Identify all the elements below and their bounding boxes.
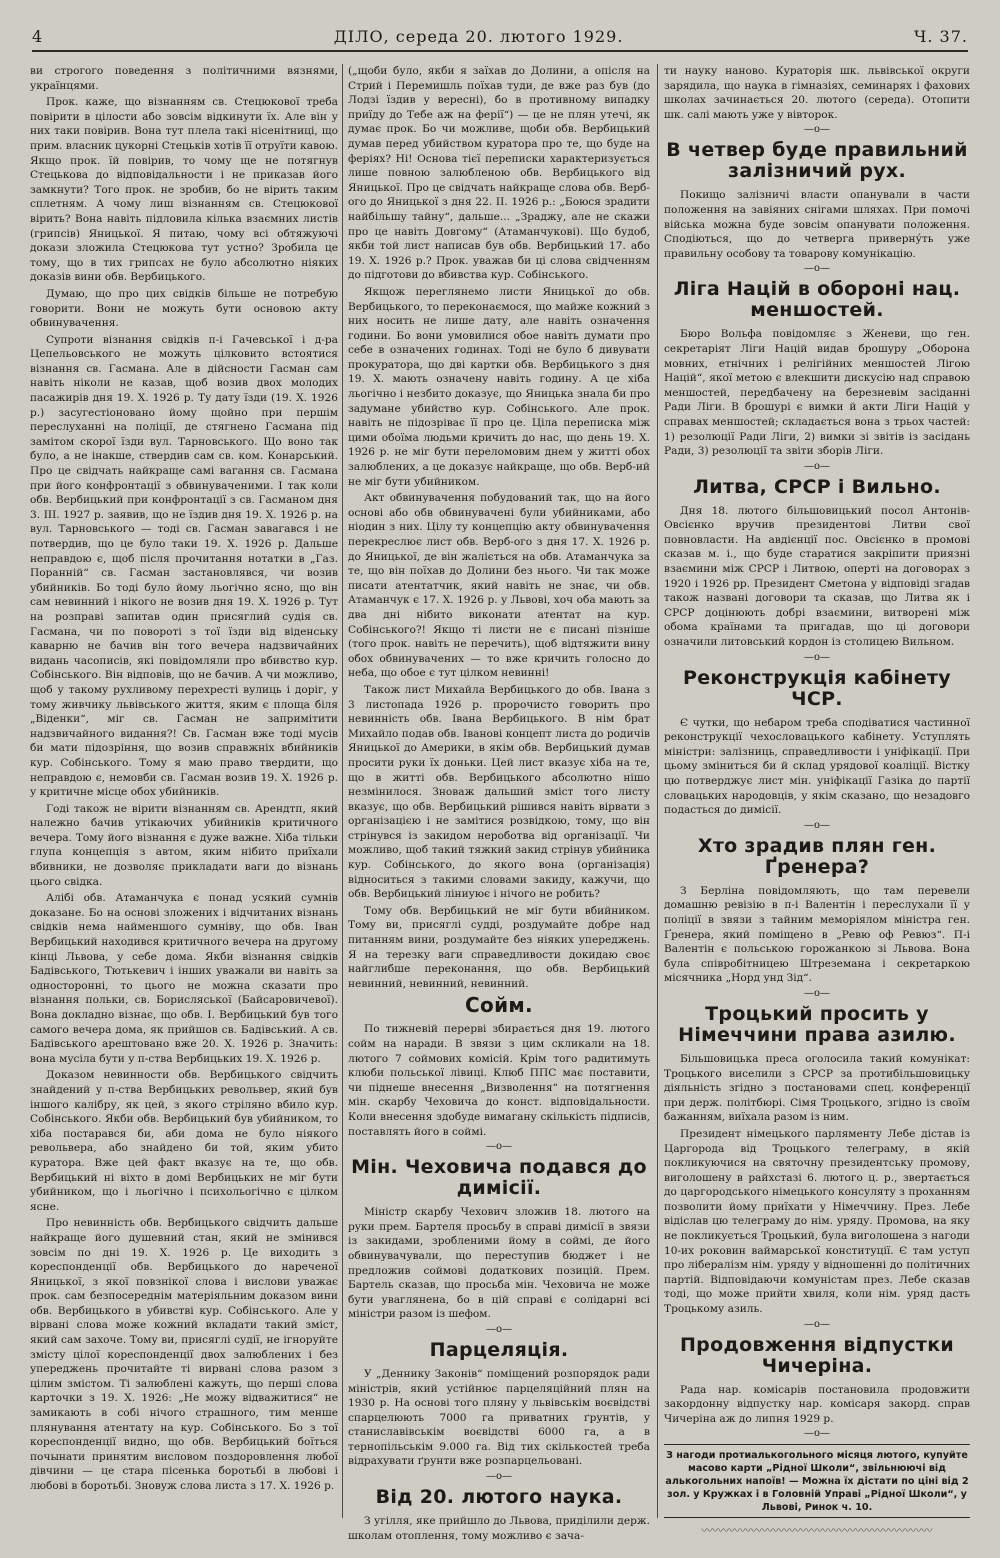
column-1 bbox=[30, 64, 338, 1528]
article-paragraph: З угілля, яке прийшло до Львова, приділили держ. школам отоплення, тому можливо є зача- bbox=[348, 1515, 650, 1542]
column-3 bbox=[664, 64, 970, 1538]
article-paragraph: Рада нар. комісарів постановила продовжити закордонну відпустку нар. комісаря закорд. справ Чичеріна аж до липня 1929 р. bbox=[664, 1383, 970, 1425]
column-2 bbox=[348, 64, 650, 1542]
newspaper-title-date: ДІЛО, середа 20. лютого 1929. bbox=[333, 27, 624, 46]
ornament-divider: —o— bbox=[803, 1318, 831, 1330]
headline-czechoslovak-cabinet: Реконструкція кабінету ЧСР. bbox=[683, 666, 951, 710]
headline-chekhovych: Мін. Чеховича подався до димісії. bbox=[351, 1156, 647, 1200]
headline-league-of-nations: Ліга Націй в обороні нац. меншостей. bbox=[673, 278, 961, 322]
article-paragraph: („щоби було, якби я заїхав до Долини, а опісля на Стрий і Перемишль поїхав туди, де вже раз був (до Лодзі їздив у вересні), бо в противному випадку приїду до Тебе аж на ферії“) — це не плян утечі, як думає прок. Бо чи можливе, щоби обв. Вербицький думав перед убийством куратора про те, що буде на феріях? Ні! Основа тієї переписки характеризується лише повною залюбленою обв. Вербицького від Яницької. Про це свідчать найкраще слова обв. Верб-ого до Яницької з дня 22. II. 1926 р.: „Боюся зрадити найбільшу тайну“, дальше... „Зраджу, але не скажи про це навіть Довгому“ (Атаманчукові). Що будоб, якби той лист написав був обв. Вербицький 17. або 19. X. 1926 р.? Прок. уважав би ці слова свідченням до підготови до вбивства кур. Собінського. bbox=[348, 65, 650, 282]
ornament-divider: —o— bbox=[485, 1471, 513, 1483]
masthead bbox=[32, 22, 968, 52]
ornament-divider: —o— bbox=[485, 1323, 513, 1335]
article-paragraph: Покищо залізничі власти опанували в части положення на завіяних снігами шляхах. При помочі війська можна буде зовсім опанувати положення. Сподіються, що до четверга приверну́ть уже правильну особову та товарову комунікацію. bbox=[664, 189, 970, 260]
article-paragraph: Бюро Вольфа повідомляє з Женеви, що ген. секретаріят Ліги Націй видав брошуру „Оборона мовних, етнічних і релігійних меншостей Лігою Націй“, якої метою є влекшити дискусію над справою меншостей, передбачену на березневім засіданні Ради Ліги. В брошурі є вимки й акти Ліги Націй у справах меншостей; складається вона з трьох частей: 1) резолюції Ради Ліги, 2) вимки зі звітів із засідань Ради, 3) резолюції та звіти зборів Ліги. bbox=[664, 328, 970, 458]
page-number: 4 bbox=[32, 27, 44, 46]
issue-number: Ч. 37. bbox=[914, 27, 968, 46]
ornament-divider: —o— bbox=[803, 651, 831, 663]
ornament-divider: —o— bbox=[803, 263, 831, 275]
ornament-divider: —o— bbox=[803, 987, 831, 999]
headline-nauka: Від 20. лютого наука. bbox=[375, 1486, 623, 1509]
column-divider bbox=[342, 64, 343, 1518]
article-paragraph: ти науку наново. Кураторія шк. львівської округи зарядила, що наука в гімназіях, семинарях і фахових школах зачинається 20. лютого (середа). Отопити шк. салі мають уже у вівторок. bbox=[664, 65, 970, 121]
article-paragraph: Дня 18. лютого більшовицький посол Антонів-Овсієнко вручив президентові Литви свої повновласти. На авдієнції пос. Овсієнко в промові сказав м. і., що буде старатися закріпити приязні взаємини між СРСР і Литвою, оперті на договорах з 1920 і 1926 рр. Президент Сметона у відповіді згадав також названі договори та сказав, що Литва як і СРСР доцінюють добрі взаємини, витворені між обома країнами та пригадав, що ці договори означили литовський кордон із столицею Вильном. bbox=[664, 504, 970, 649]
headline-partseliatsiia: Парцеляція. bbox=[429, 1338, 569, 1361]
headline-railway: В четвер буде правильний залізничий рух. bbox=[666, 139, 968, 183]
decorative-border: 〰〰〰〰〰〰〰〰〰〰〰〰〰〰〰〰〰〰〰〰〰 bbox=[701, 1524, 933, 1538]
article-paragraph: Також лист Михайла Вербицького до обв. Івана з 3 листопада 1926 р. пророчисто говорить про невинність обв. Івана Вербицького. В нім брат Михайло подав обв. Іванові концепт листа до родичів Яницької до Америки, в якім обв. Вербицький думав просити руки їх доньки. Цей лист вказує хіба на те, що в житті обв. Вербицького абсолютно нішо незмінилося. Зноваж дальший зміст того листу вказує, що обв. Вербицький рішився навіть вірвати з організацією і не замітися розвідкою, тому, що він стрінувся із закидом нероботва від організації. Чи можливо, щоб такий тяжкий закид стрінув убийника кур. Собінського, до якого вона (організація) відноситься з такими словами закиду, кажучи, що обв. Вербицький ліниуює і нічого не робить? bbox=[348, 683, 650, 901]
article-paragraph: Про невинність обв. Вербицького свідчить дальше найкраще його душевний стан, який не змінився зовсім по дні 19. X. 1926 р. Це виходить з кореспонденції обв. Вербицького до нареченої Яницької, з якої повзнікої слова і вислови уважає прок. сам безпосереднім матеріяльним доказом вини обв. Вербицького в убивстві кур. Собінського. Але у вірвані слова може кожний вкладати такий зміст, який сам захоче. Тому ви, присяглі судії, не ігноруйте змісту цілої кореспонденції двох залюблених і без упереджень прочитайте ті вирвані слова разом з цілим змістом. Ті залюблені кажуть, що перші слова карточки з 19. X. 1926: „Не можу відважитися“ не замикають в собі нічого страшного, тим менше плянування атентату на кур. Собінського. Бо з тої кореспонденції видно, що обв. Вербицький боїться почынати принятим висловом поздоровлення любої дівчини — це стара пісенька боротьбі в любові і любові в боротьбі. Зновуж слова листа з 17. X. 1926 р. bbox=[30, 1217, 338, 1492]
ornament-divider: —o— bbox=[803, 1428, 831, 1440]
headline-chicherin: Продовження відпустки Чичеріна. bbox=[679, 1333, 955, 1377]
headline-trotsky: Троцький просить у Німеччини права азилю. bbox=[678, 1002, 956, 1046]
article-paragraph: З Берліна повідомляють, що там перевели домашню ревізію в п-і Валентін і переслухали її у поліції в звязи з тайним меморіялом міністра ген. Ґренера, який поміщено в „Ревю оф Ревюз“. П-і Валентін є польською горожанкою зі Львова. Вона була співробітницею Штреземана і секретаркою місячника „Норд унд Зід“. bbox=[664, 884, 970, 985]
headline-groener-plan: Хто зрадив плян ген. Ґренера? bbox=[697, 834, 937, 878]
article-paragraph: У „Деннику Законів“ поміщений розпорядок ради міністрів, який устійнює парцеляційний плян на 1930 р. На основі того пляну у львівськім воєвідстві спарцелюють 7000 га приватних ґрунтів, у станиславівськім воєвідстві 6000 га, а в тернопільськім 9.000 га. Від тих скількостей треба відрахувати ґрунти вже розпарцельовані. bbox=[348, 1367, 650, 1468]
article-paragraph: Якщож переглянемо листи Яницької до обв. Вербицького, то переконаємося, що майже кожний з них носить не лише дату, але навіть означення години. Бо вони умовилися обое навіть думати про себе в означених годинах. Тоді не було б дивувати прокуратора, що дві картки обв. Вербицького з дня 19. X. мають означену навіть годину. А це хіба льогічно і незбито доказує, що Яницька знала би про задумане убийство кур. Собінського. Але прок. навіть не підозріває її про це. Ціла переписка між цими обоїма людьми кричить до нас, що день 19. X. 1926 р. не міг бути переломовим днем у житті обох залюблених, а це доказує найкраще, що обв. Верб-ий не міг бути убийником. bbox=[348, 285, 650, 488]
headline-sojm: Сойм. bbox=[465, 993, 533, 1018]
article-paragraph: Годі також не вірити візнанням св. Арендтп, який належно бачив утікаючих убийників критичного вечера. Тому його візнання є дуже важне. Хіба тільки глупа концепція з автом, яким нібито приїхали вбивники, не дозволяє прикладати ваги до візнань цього свідка. bbox=[30, 802, 338, 888]
article-paragraph: Акт обвинувачення побудований так, що на його основі або обв обвинувачені були убийниками, або ніодин з них. Цілу ту концепцію акту обвинувачення перекреслює лист обв. Верб-ого з дня 17. X. 1926 р. до Яницької, де він жаліється на обв. Атаманчука за те, що він поїхав до Долини без нього. Чи так може писати атентатчик, який навіть не знає, чи обв. Атаманчук є 17. X. 1926 р. у Львові, хоч оба мають за два дні нібито виконати атентат на кур. Собінського?! Якщо ті листи не є писані пізніше (того прок. навіть не перечить), щоб відтяжити вину обох обвинувачених — то вже кричить голосно до неба, що обое є тут цілком невинні! bbox=[348, 492, 650, 680]
ornament-divider: —o— bbox=[803, 460, 831, 472]
article-paragraph: Тому обв. Вербицький не міг бути вбийником. Тому ви, присяглі судді, роздумайте добре над питанням вини, роздумайте без ніяких упереджень. Я на терезку ваги справедливости докидаю своє найглибше переконання, що обв. Вербицький невинний, невинний, невинний. bbox=[348, 904, 650, 990]
column-divider bbox=[657, 64, 658, 1518]
article-paragraph: Супроти візнання свідків п-і Гачевської і д-ра Цепельовського не можуть цілковито встоятися візнання св. Гасмана. Але в дійсности Гасман сам навіть ніколи не казав, щоб возив двох молодих пасажирів дня 19. X. 1926 р. Ту дату їзди (19. X. 1926 р.) засугестіоновано йому щойно при першім переслуханні на поліції, де стягнено Гасмана під замітом скорої їзди вул. Тарновського. Що воно так було, а не інакше, ствердив сам св. ком. Конарський. Про це свідчать найкраще самі вагання св. Гасмана при його конфронтації з обвинуваченими. І так коли обв. Вербицький при конфронтації з св. Гасманом дня 3. III. 1927 р. заявив, що не їздив дня 19. X. 1926 р. на вул. Тарновського — тоді св. Гасман завагався і не потвердив, що це було таки 19. X. 1926 р. Дальше неправдою є, щоб після прочитання нотатки в „Газ. Поранній“ св. Гасман застановлявся, чи возив убийників. Бо тоді було йому льогічно ясно, що він сам невинний і нікого не возив дня 19. X. 1926 р. Тут на розправі запитав один присяглий судія св. Гасмана, чи по повороті з тої їзди від віденську каварню не бачив він того вечера надзвичайних видань часописів, які повідомляли про вбивство кур. Собінського. Він відповів, що не бачив. А чи можливо, щоб у такому рухливому перехресті вулиць і доріг, у тому живчику львівського життя, яким є площа біля „Віденки“, міг св. Гасман не запримітити надзвичайного видання?! Св. Гасман вже тоді мусів би мати підозріння, що возив справжніх вбийників кур. Собінського. Тому я маю право твердити, що неправдою є, немовби св. Гасман возив 19. X. 1926 р. у критичне місце обох убийників. bbox=[30, 333, 338, 799]
article-paragraph: Думаю, що про цих свідків більше не потребую говорити. Вони не можуть бути основою акту обвинувачення. bbox=[30, 287, 338, 330]
article-paragraph: Є чутки, що небаром треба сподіватися частинної реконструкції чехословацького кабінету. Уступлять міністри: залізниць, справедливости і уніфікації. При цьому зміниться би й склад урядової коаліції. Вістку цю потверджує лист мін. уніфікації Газіка до партії словацьких народовців, у якім сказано, що незадовго подасться до димісії. bbox=[664, 716, 970, 817]
headline-lithuania: Литва, СРСР і Вильно. bbox=[693, 475, 941, 498]
article-paragraph: Більшовицька преса оголосила такий комунікат: Троцького виселили з СРСР за протибільшовицьку діяльність згідно з постановами спец. конференції при держ. політбюрі. Сімя Троцького, згідно із своїм бажанням, виїхала разом із ним. bbox=[664, 1052, 970, 1124]
ornament-divider: —o— bbox=[803, 124, 831, 136]
article-paragraph: По тижневій перерві збирається дня 19. лютого сойм на наради. В звязи з цим скликали на 18. лютого 7 соймових комісій. Крім того радитимуть клюби польської лівиці. Клюб ППС має поставити, чи піднеше внесення „Визволення“ на потягнення мін. скарбу Чеховича до конст. відповідальности. Коли внесення здобуде вимагану скількість підписів, поставлять його в соймі. bbox=[348, 1023, 650, 1138]
article-paragraph: Прок. каже, що візнанням св. Стецюкової треба повірити в цілости або зовсім відкинути їх. Але він у них таки повірив. Вона тут плела такі нісенітниці, що прим. власник цукорні Стецьків хотів її отруїти кавою. Якщо прок. їй повірив, то чому ще не потягнув Стецькова до відповідальности і не приказав його замкнути? Того прок. не зробив, бо не вірить таким сплетням. А чому лиш візнанням св. Стецюкової вірить? Вона навіть підловила кілька взаємних листів (грипсів) Яницької. Я питаю, чому всі обтяжуючі докази зложила Стецюкова тут устно? Зробила це тому, що в тих грипсах не було абсолютно ніяких доказів вини обв. Вербицького. bbox=[30, 96, 338, 284]
article-paragraph: Алібі обв. Атаманчука є понад усякий сумнів доказане. Бо на основі зложених і відчитаних візнань свідків нема найменшого сумніву, що обв. Іван Вербицький находився критичного вечера на другому кінці Львова, у себе дома. Якби візнання свідків Бадівського, Тютькевич і інших уважали ви навіть за односторонні, то цього не можна сказати про візнання польки, св. Борисляської (Байсаровичевої). Вона докладно візнає, що обв. І. Вербицький був того самого вечера дома, як прийшов св. Бадівський. А св. Бадівського арештовано вже 20. X. 1926 р. Значить: вона мусіла бути у п-ства Вербицьких 19. X. 1926 р. bbox=[30, 892, 338, 1065]
ornament-divider: —o— bbox=[485, 1141, 513, 1153]
article-paragraph: Міністр скарбу Чехович зложив 18. лютого на руки прем. Бартеля просьбу в справі димісії в звязи із закидами, зробленими йому в соймі, де його обвинувачували, що переступив бюджет і не предложив соймові додаткових позицій. Прем. Бартель сказав, що просьба мін. Чеховича не може бути уваглянена, бо в цій справі є солідарні всі міністри разом із шефом. bbox=[348, 1206, 650, 1321]
article-paragraph: Доказом невинности обв. Вербицького свідчить знайдений у п-ства Вербицьких револьвер, який був іншого калібру, як цей, з якого стріляно вбило кур. Собінського. Якби обв. Вербицький був убийником, то хіба постарався би, аби дома не було ніякого револьвера, або знайдено би той, яким убито куратора. Вже цей факт вказує на те, що обв. Вербицький ні віхто в домі Вербицьких не міг бути убийником, що і льогічно і психольогічно є цілком ясне. bbox=[30, 1069, 338, 1213]
ornament-divider: —o— bbox=[803, 819, 831, 831]
article-paragraph: Президент німецького парляменту Лебе дістав із Царгорода від Троцького телеграму, в якій покликуючися на святочну президентську промову, виголошену в райхстазі 6. лютого ц. р., звертається до царгородського німецького консуляту з проханням позволити йому приїхати у Німеччину. През. Лебе відіслав цю телеграму до нім. уряду. Промова, на яку не покликується Троцький, була виголошена з нагоди 10-их роковин ваймарської конституції. Є там уступ про лібералізм нім. уряду у відношенні до політичних партій. Відповідаючи комуністам през. Лебе сказав тоді, що може прийти хвиля, коли нім. уряд дасть Троцькому азиль. bbox=[664, 1127, 970, 1316]
advertisement-ridna-shkola: З нагоди протиалькогольного місяця лютого, купуйте масово карти „Рідної Школи“, звільнюючі від алькогольних напоїв! — Можна їх дістати по ціні від 2 зол. у Кружках і в Головній Управі „Рідної Школи“, у Львові, Ринок ч. 10. bbox=[664, 1444, 970, 1518]
article-paragraph: ви строгого поведення з політичними вязнями, українцями. bbox=[30, 65, 338, 92]
